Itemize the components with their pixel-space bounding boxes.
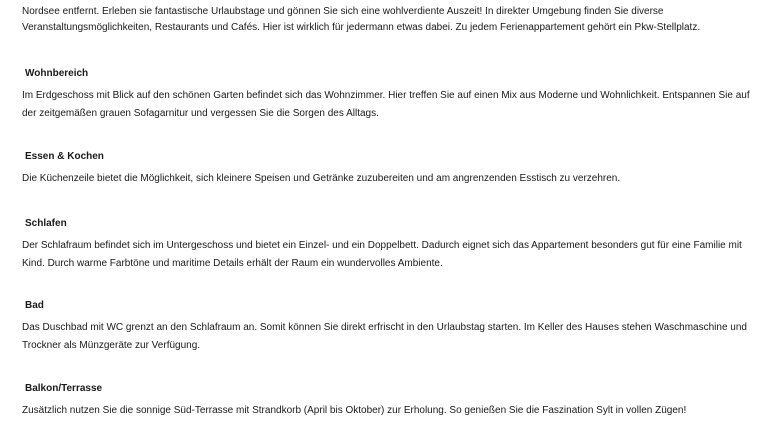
- section-wohnbereich: [22, 67, 752, 123]
- section-text: Im Erdgeschoss mit Blick auf den schönen Garten befindet sich das Wohnzimmer. Hier treffen Sie auf einen Mix aus Moderne und Wohnlichkeit. Entspannen Sie auf der zeitgemäßen grauen Sofagarnitur und vergessen Sie die Sorgen des Alltags.: [22, 90, 750, 119]
- intro-paragraph: [22, 0, 752, 36]
- section-text: Zusätzlich nutzen Sie die sonnige Süd-Terrasse mit Strandkorb (April bis Oktober) zur Erholung. So genießen Sie die Faszination Sylt in vollen Zügen!: [22, 405, 687, 416]
- section-heading: Wohnbereich: [25, 68, 89, 79]
- section-text: Die Küchenzeile bietet die Möglichkeit, sich kleinere Speisen und Getränke zuzubereiten und am angrenzenden Esstisch zu verzehren.: [22, 173, 621, 184]
- section-schlafen: [22, 217, 752, 273]
- intro-line-1: [22, 0, 707, 1]
- section-bad: [22, 299, 752, 355]
- section-text: Der Schlafraum befindet sich im Untergeschoss und bietet ein Einzel- und ein Doppelbett. Dadurch eignet sich das Appartement besonders gut für eine Familie mit Kind. Durch warme Farbtöne und maritime Details erhält der Raum ein wundervolles Ambiente.: [22, 240, 742, 269]
- section-heading: Bad: [25, 300, 44, 311]
- intro-line-3: Veranstaltungsmöglichkeiten, Restaurants und Cafés. Hier ist wirklich für jedermann etwas dabei. Zu jedem Ferienappartement gehört ein Pkw-Stellplatz.: [22, 22, 701, 33]
- section-heading: Balkon/Terrasse: [25, 383, 103, 394]
- section-balkon-terrasse: [22, 382, 752, 420]
- section-heading: Essen & Kochen: [25, 151, 104, 162]
- section-text: Das Duschbad mit WC grenzt an den Schlafraum an. Somit können Sie direkt erfrischt in den Urlaubstag starten. Im Keller des Hauses stehen Waschmaschine und Trockner als Münzgeräte zur Verfügung.: [22, 322, 747, 351]
- section-heading: Schlafen: [25, 218, 67, 229]
- document-body: [22, 0, 752, 416]
- intro-line-2: Nordsee entfernt. Erleben sie fantastische Urlaubstage und gönnen Sie sich eine wohlverdiente Auszeit! In direkter Umgebung finden Sie diverse: [22, 6, 664, 17]
- section-essen-kochen: [22, 150, 752, 188]
